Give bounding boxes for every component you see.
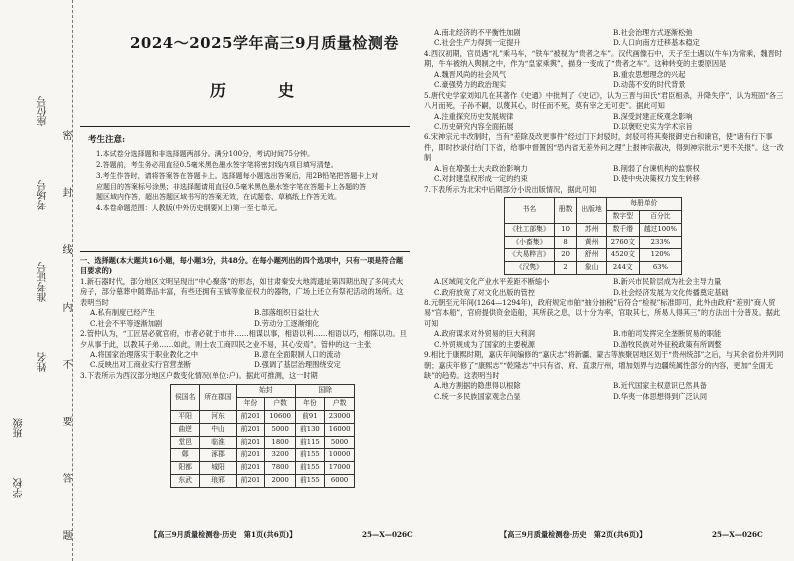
table-cell: 3200: [265, 449, 296, 462]
option: D.华夷一体思想得到广泛认同: [613, 391, 708, 401]
table-cell: 临淮: [200, 436, 236, 449]
table-subheader: 年份: [295, 398, 324, 411]
exam-number-field: 准考证号: [38, 262, 49, 302]
table-row: [171, 449, 355, 462]
option: B.近代国家主权意识已然具备: [613, 381, 707, 391]
table-row: [171, 436, 355, 449]
table-row: [171, 462, 355, 475]
school-field: 学校: [14, 478, 25, 498]
option: A.区域间文化产业水平差距不断缩小: [434, 277, 550, 287]
option: A.注重探究历史发展规律: [434, 111, 514, 121]
right-column: [424, 28, 784, 402]
option: C.外贸规成为了国家的主要税源: [434, 339, 535, 349]
option: A.将国家治理落实于职业教化之中: [90, 349, 199, 359]
notice-item: 4.本卷命题范围：人教版(中外历史纲要)(上)第一至七单元。: [96, 204, 282, 213]
table-cell: 舒州: [577, 249, 606, 262]
option: B.市舶司发挥完全垄断贸易的职能: [613, 329, 722, 339]
table-q3: [170, 384, 355, 488]
question-4-options: [434, 70, 784, 91]
table-row: [171, 475, 355, 488]
table-cell: 中山: [200, 423, 236, 436]
table-cell: 16000: [324, 423, 355, 436]
question-7: 7.下表所示为北宋中后期部分小说出版情况，据此可知: [424, 184, 597, 194]
table-cell: 前201: [236, 423, 265, 436]
option: B.重农思想理念的兴起: [613, 69, 686, 79]
table-cell: 23000: [324, 410, 355, 423]
table-cell: 244文: [606, 262, 639, 275]
table-header: 出版地: [577, 198, 606, 224]
option: A.南北经济的不平衡性加剧: [434, 28, 521, 37]
notice-title: 考生注意:: [88, 135, 126, 145]
footer-right: 【高三9月质量检测卷·历史 第2页(共6页)】: [500, 530, 647, 539]
exam-room-field: 考场号: [38, 180, 49, 210]
table-cell: 17000: [324, 462, 355, 475]
table-cell: 前115: [295, 436, 324, 449]
question-1-options: [90, 308, 410, 329]
table-cell: 前130: [295, 423, 324, 436]
table-cell: 6000: [324, 475, 355, 488]
option: C.历史研究内容全面拓展: [434, 121, 514, 131]
option: C.社会生产力得到一定提升: [434, 38, 521, 48]
table-row: [171, 410, 355, 423]
option: B.新兴市民阶层成为社会主导力量: [613, 277, 722, 287]
table-cell: 《杜工部集》: [505, 223, 555, 236]
table-cell: 7800: [265, 462, 296, 475]
table-cell: 1800: [265, 436, 296, 449]
notice-item: 2.答题前，考生务必用直径0.5毫米黑色墨水签字笔将密封线内项目填写清楚。: [96, 160, 338, 169]
footer-right-code: 25—X—026C: [712, 530, 763, 539]
section-heading: 一、选择题(本大题共16小题，每小题3分，共48分。在每小题列出的四个选项中，只有一项是符合题目要求的): [80, 256, 404, 276]
table-cell: 前201: [236, 462, 265, 475]
notice-item: 1.本试卷分选择题和非选择题两部分。满分100分，考试时间75分钟。: [96, 150, 314, 158]
table-row: [171, 423, 355, 436]
option: C.政府放宽了对文化出版的管控: [434, 287, 535, 297]
table-cell: 苏州: [577, 223, 606, 236]
table-cell: 5000: [265, 423, 296, 436]
seat-number-field: 座位号: [38, 96, 49, 126]
table-cell: 2: [554, 262, 577, 275]
table-cell: 曲逆: [171, 423, 200, 436]
option: C.对封建皇权形成一定的约束: [434, 174, 528, 184]
question-4: 4.西汉初期，官员遇“礼”乘马车，“铁车”被视为“贵者之车”。汉代画像石中，天子至士遇以(牛车)为常乘，魏晋时期，牛车被纳入舆制之中，作为“皇家乘舆”，描身一变成了“贵者之车”。这种转变的主要原因是: [424, 48, 782, 69]
exam-title: 2024～2025学年高三9月质量检测卷: [130, 34, 399, 52]
table-cell: 63%: [639, 262, 681, 275]
left-column: [80, 256, 410, 488]
question-9-options: [434, 381, 784, 402]
table-subheader: 数字型: [606, 210, 639, 223]
option: B.深受封建正统观念影响: [613, 111, 693, 121]
table-header: 所在郡国: [200, 385, 236, 411]
table-cell: 前201: [236, 475, 265, 488]
table-header: 每册单价: [606, 198, 681, 211]
table-cell: 8: [554, 236, 577, 249]
option: C.豪强势力的政治现实: [434, 80, 507, 90]
seal-line-text: 密 封 线 内 不 要 答 题: [60, 130, 71, 543]
option: D.以褒贬史实为学术宗旨: [613, 121, 693, 131]
table-header: 始封: [236, 385, 295, 398]
option: C.统一多民族国家观念凸显: [434, 391, 521, 401]
table-cell: 东武: [171, 475, 200, 488]
table-header: 书名: [505, 198, 555, 224]
question-7-options: [434, 277, 784, 298]
table-cell: 2000: [265, 475, 296, 488]
question-3-options: [434, 28, 784, 49]
option: B.意在全面限制人口的流动: [254, 349, 341, 359]
option: A.魏晋风尚的社会风气: [434, 69, 507, 79]
table-cell: 象山: [577, 262, 606, 275]
table-cell: 数千缗: [606, 223, 639, 236]
table-cell: 前201: [236, 410, 265, 423]
option: D.动荡不安的时代背景: [613, 80, 686, 90]
table-cell: 前201: [236, 449, 265, 462]
question-6-options: [434, 164, 784, 185]
table-subheader: 百分比: [639, 210, 681, 223]
subject-title: 历 史: [210, 81, 313, 100]
binding-margin: [0, 0, 73, 561]
table-cell: 堂邑: [171, 436, 200, 449]
option: B.社会治理方式逐渐松弛: [613, 28, 693, 37]
table-header: 国除: [295, 385, 354, 398]
option: D.劳动分工逐渐细化: [254, 318, 320, 328]
table-cell: 前201: [236, 436, 265, 449]
table-cell: 鄚: [171, 449, 200, 462]
question-3: 3.下表所示为西汉部分地区户数变化情况(单位:户)。据此可推测，这一时期: [80, 370, 318, 380]
question-8: 8.元朝至元年间(1264—1294年)，政府规定市舶“抽分抽税”后符合“检视”标准即可，此外由政府“差别”商人贸易“官本船”，官府提供资金造船，其所获之息，以十分为率，官取其七，所易人得其三”的方法出十分普及。据此可知: [424, 297, 781, 328]
notice-item: 题区域内作答，超出答题区域书写的答案无效，在试题卷、草稿纸上作答无效。: [96, 193, 341, 202]
table-cell: 前91: [295, 410, 324, 423]
table-cell: 10: [554, 223, 577, 236]
table-header: 侯国名: [171, 385, 200, 411]
option: A.政府谋求对外贸易的巨大利润: [434, 329, 535, 339]
table-cell: 越过100%: [639, 223, 681, 236]
table-cell: 阳都: [171, 462, 200, 475]
class-field: 班级: [14, 418, 25, 438]
table-q7: [504, 197, 682, 275]
footer-left-code: 25—X—026C: [362, 530, 413, 539]
table-cell: 《大易粹言》: [505, 249, 555, 262]
option: A.私有制度已经产生: [90, 308, 155, 318]
option: A.地方割据的隐患得以根除: [434, 381, 521, 391]
option: B.部落组织日益壮大: [254, 308, 320, 318]
notice-box: [80, 126, 410, 252]
table-row: [505, 249, 682, 262]
option: D.社会经济发展为文化传播奠定基础: [613, 287, 729, 297]
option: C.社会不平等逐渐加剧: [90, 318, 163, 328]
table-cell: 120%: [639, 249, 681, 262]
table-cell: 前155: [295, 475, 324, 488]
table-subheader: 户数: [265, 398, 296, 411]
table-cell: 4520文: [606, 249, 639, 262]
table-row: [505, 236, 682, 249]
table-row: [505, 223, 682, 236]
table-subheader: 户数: [324, 398, 355, 411]
table-cell: 前155: [295, 449, 324, 462]
table-row: [505, 262, 682, 275]
question-5: 5.唐代史学家刘知几在其著作《史通》中批判了《史记》，认为三晋与田氏“君臣相杀，升降失序”，认为班固“各三八月而死，子孙不嗣，以蔑其心，时任而不死，莫有宰之无可吏”。据此可知: [424, 90, 784, 111]
notice-item: 应题目的答案标号涂黑；非选择题请用直径0.5毫米黑色墨水签字笔在答题卡上各题的答: [96, 182, 367, 191]
table-cell: 233%: [639, 236, 681, 249]
table-cell: 《小畜集》: [505, 236, 555, 249]
table-cell: 前155: [295, 462, 324, 475]
table-cell: 黄州: [577, 236, 606, 249]
table-header: 册数: [554, 198, 577, 224]
table-cell: 2760文: [606, 236, 639, 249]
option: D.游牧民族对外征税政策有所调整: [613, 339, 722, 349]
option: C.反映出对工商业实行官营垄断: [90, 360, 191, 370]
table-cell: 10000: [324, 449, 355, 462]
name-field: 姓名: [38, 352, 49, 372]
table-cell: 10600: [265, 410, 296, 423]
option: A.旨在增强士大夫政治影响力: [434, 163, 528, 173]
question-9: 9.相比于康熙时期，嘉庆年间编修的“嘉庆志”将新疆、蒙古等族聚居地区划于“贵州统部”之后，与其余省份并列同朝；嘉庆年修了“康熙志”“乾隆志”中只有省、府、直隶厅州，增加划界与边疆统属性部分的内容，更加“全面无缺”的趋势。这表明当时: [424, 350, 784, 380]
question-6: 6.宋神宗元丰改制时，当有“差除及改更事件”经过门下封驳时，封驳可将其奏报御史台和谏官，使“诸有行下事件，即时抄录付给门下省，给事中督置因“恐内省无差外问之理”上报神宗裁决，得到神宗批示“更不关报”。这一改制: [424, 132, 784, 163]
table-cell: 河东: [200, 410, 236, 423]
footer-left: 【高三9月质量检测卷·历史 第1页(共6页)】: [150, 530, 297, 539]
table-subheader: 年份: [236, 398, 265, 411]
table-cell: 《汉隽》: [505, 262, 555, 275]
option: D.强调了基层治理围绕安定: [254, 360, 341, 370]
question-8-options: [434, 329, 784, 350]
table-cell: 琅邪: [200, 475, 236, 488]
question-5-options: [434, 112, 784, 133]
table-cell: 5000: [324, 436, 355, 449]
option: D.使中央决策权力发生转移: [613, 174, 700, 184]
question-2-options: [90, 350, 410, 371]
option: B.削弱了台谏机构的监察权: [613, 163, 700, 173]
table-cell: 20: [554, 249, 577, 262]
table-cell: 平阳: [171, 410, 200, 423]
question-1: 1.新石器时代，部分地区文明呈现出“中心聚落”的形态，如甘肃秦安大地湾遗址第四期出现了多间式大房子，部分墓葬中随葬品丰富，有些还拥有玉钺等象征权力的器物，广场上还立有祭祀活动的场所。这表明当时: [80, 276, 404, 307]
table-cell: 城阳: [200, 462, 236, 475]
notice-item: 3.考生作答时，请将答案答在答题卡上。选择题每小题选出答案后，用2B铅笔把答题卡上对: [96, 171, 379, 180]
table-cell: 涿郡: [200, 449, 236, 462]
question-2: 2.管仲认为，“工匠居必就官府，市者必就于市井……相谋以事，相语以利……相语以巧，相陈以功。旦夕从事于此，以教其子弟……如此，则士农工商四民之业不易，其心安焉”。管仲的这一主张: [80, 329, 407, 349]
option: D.人口向南方迁移基本稳定: [613, 38, 700, 48]
